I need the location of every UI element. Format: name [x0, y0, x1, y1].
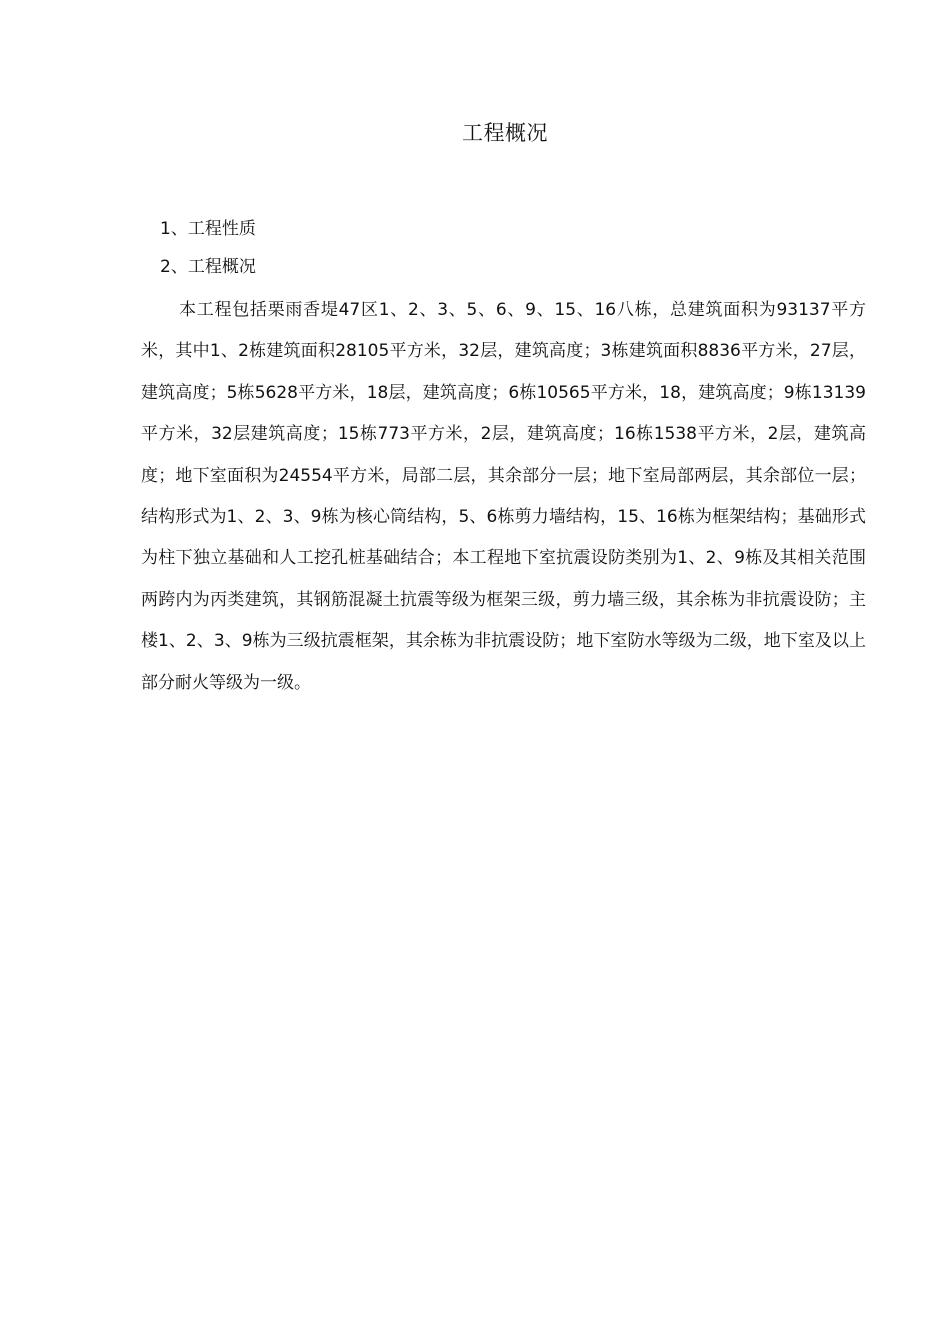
section-heading-nature: 1、工程性质	[160, 219, 256, 239]
section-heading-overview: 2、工程概况	[160, 257, 256, 277]
page-title: 工程概况	[462, 121, 548, 145]
overview-paragraph: 本工程包括栗雨香堤47区1、2、3、5、6、9、15、16八栋，总建筑面积为93137平方米，其中1、2栋建筑面积28105平方米，32层，建筑高度；3栋建筑面积8836平方米，27层，建筑高度；5栋5628平方米，18层，建筑高度；6栋10565平方米，18，建筑高度；9栋13139平方米，32层建筑高度；15栋773平方米，2层，建筑高度；16栋1538平方米，2层，建筑高度；地下室面积为24554平方米，局部二层，其余部分一层；地下室局部两层，其余部位一层；结构形式为1、2、3、9栋为核心筒结构，5、6栋剪力墙结构，15、16栋为框架结构；基础形式为柱下独立基础和人工挖孔桩基础结合；本工程地下室抗震设防类别为1、2、9栋及其相关范围两跨内为丙类建筑，其钢筋混凝土抗震等级为框架三级，剪力墙三级，其余栋为非抗震设防；主楼1、2、3、9栋为三级抗震框架，其余栋为非抗震设防；地下室防水等级为二级，地下室及以上部分耐火等级为一级。	[141, 300, 866, 693]
